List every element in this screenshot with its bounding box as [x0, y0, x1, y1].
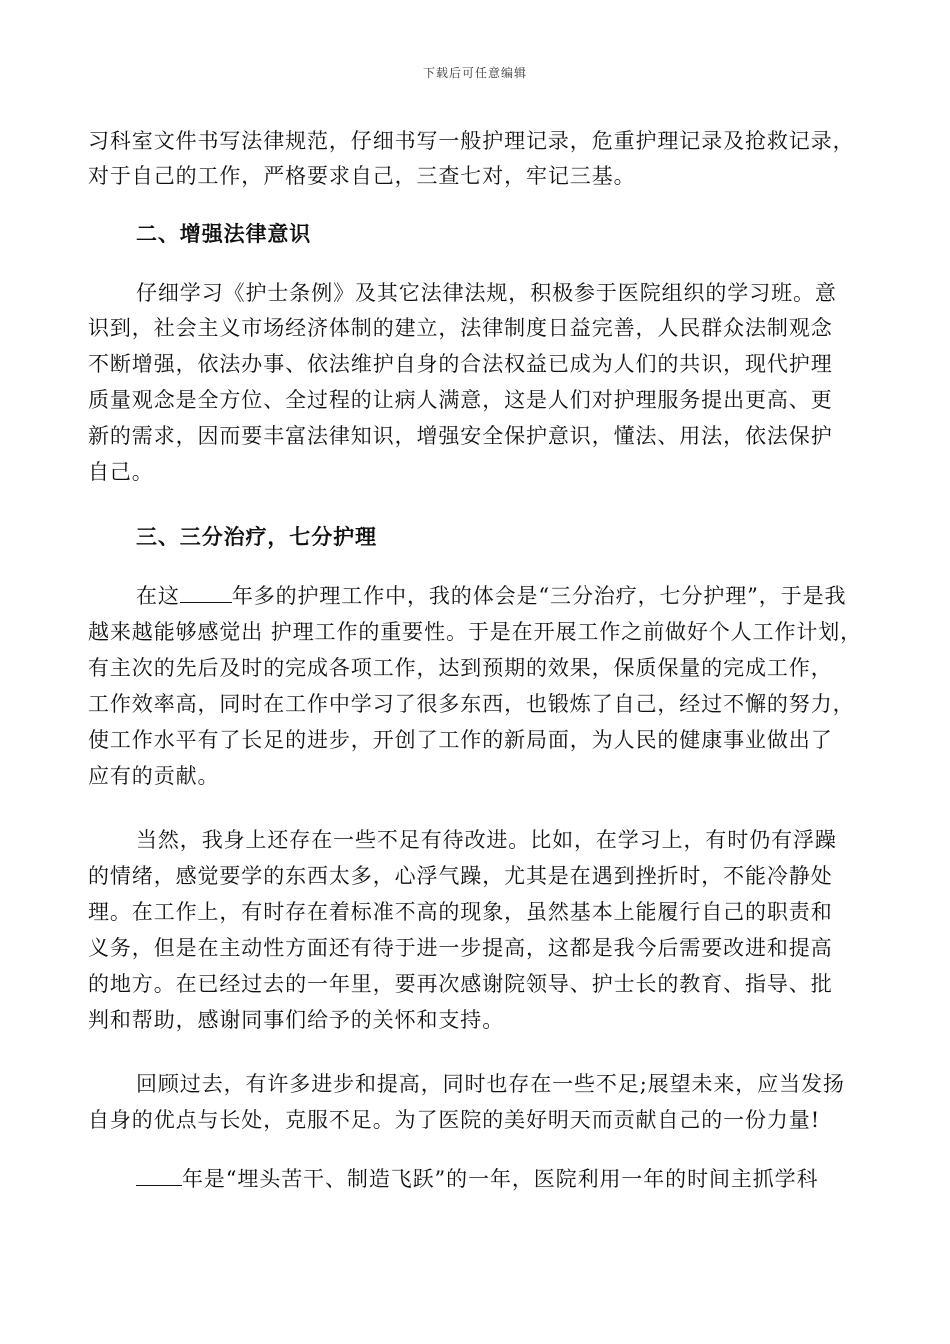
text-line: 的地方。在已经过去的一年里，要再次感谢院领导、护士长的教育、指导、批	[88, 972, 833, 996]
fill-in-blank	[180, 582, 232, 603]
text-line: 工作效率高，同时在工作中学习了很多东西，也锻炼了自己，经过不懈的努力，	[88, 692, 855, 716]
text-line: 不断增强，依法办事、依法维护自身的合法权益已成为人们的共识，现代护理	[88, 352, 833, 376]
text-line: 义务，但是在主动性方面还有待于进一步提高，这都是我今后需要改进和提高	[88, 936, 833, 960]
text-line: 越来越能够感觉出 护理工作的重要性。于是在开展工作之前做好个人工作计划，	[88, 620, 863, 644]
text-line: 回顾过去，有许多进步和提高，同时也存在一些不足;展望未来，应当发扬	[136, 1072, 845, 1096]
text-segment: 年是“埋头苦干、制造飞跃”的一年，医院利用一年的时间主抓学科	[182, 1167, 819, 1191]
text-line: 对于自己的工作，严格要求自己，三查七对，牢记三基。	[88, 164, 636, 188]
text-line: 自己。	[88, 460, 154, 484]
section-heading: 二、增强法律意识	[136, 221, 312, 246]
text-line: 判和帮助，感谢同事们给予的关怀和支持。	[88, 1008, 505, 1032]
text-line: 使工作水平有了长足的进步，开创了工作的新局面，为人民的健康事业做出了	[88, 728, 833, 752]
text-line: 有主次的先后及时的完成各项工作，达到预期的效果，保质保量的完成工作，	[88, 656, 833, 680]
text-line: 自身的优点与长处，克服不足。为了医院的美好明天而贡献自己的一份力量!	[88, 1108, 821, 1132]
text-line	[136, 1165, 916, 1193]
text-line: 理。在工作上，有时存在着标准不高的现象，虽然基本上能履行自己的职责和	[88, 900, 833, 924]
text-line: 质量观念是全方位、全过程的让病人满意，这是人们对护理服务提出更高、更	[88, 388, 833, 412]
text-line: 新的需求，因而要丰富法律知识，增强安全保护意识，懂法、用法，依法保护	[88, 424, 833, 448]
text-line: 习科室文件书写法律规范，仔细书写一般护理记录，危重护理记录及抢救记录，	[88, 129, 855, 153]
text-line: 仔细学习《护士条例》及其它法律法规，积极参于医院组织的学习班。意	[136, 281, 837, 305]
text-segment: 在这	[136, 584, 180, 608]
section-heading: 三、三分治疗，七分护理	[136, 524, 377, 549]
text-line: 应有的贡献。	[88, 764, 220, 788]
text-line	[136, 582, 916, 610]
text-line: 识到，社会主义市场经济体制的建立，法律制度日益完善，人民群众法制观念	[88, 316, 833, 340]
text-line: 当然，我身上还存在一些不足有待改进。比如，在学习上，有时仍有浮躁	[136, 828, 837, 852]
page-header: 下载后可任意编辑	[422, 66, 527, 80]
text-segment: 年多的护理工作中，我的体会是“三分治疗，七分护理”，于是我	[231, 584, 847, 608]
text-line: 的情绪，感觉要学的东西太多，心浮气躁，尤其是在遇到挫折时，不能冷静处	[88, 864, 833, 888]
fill-in-blank	[136, 1165, 182, 1186]
